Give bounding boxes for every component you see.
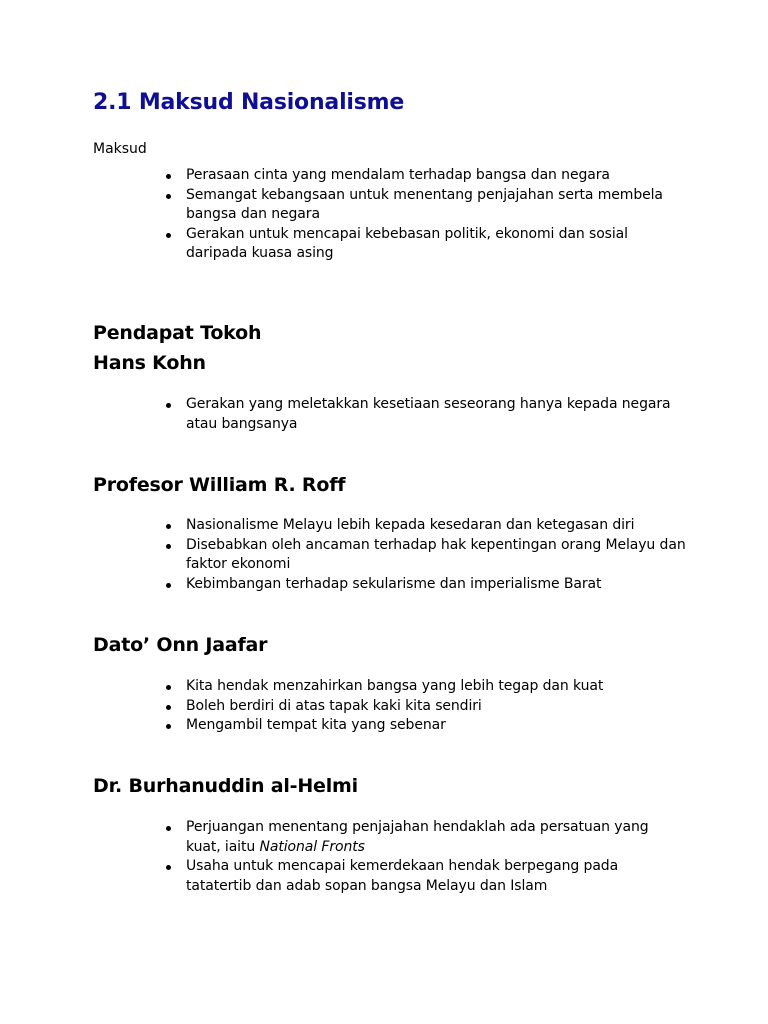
onn-jaafar-list [186, 677, 686, 736]
list-item: Usaha untuk mencapai kemerdekaan hendak berpegang pada tatatertib dan adab sopan bangsa Melayu dan Islam [186, 857, 686, 896]
list-item: Nasionalisme Melayu lebih kepada kesedaran dan ketegasan diri [186, 516, 686, 536]
pendapat-tokoh-heading: Pendapat Tokoh [93, 322, 262, 344]
list-item: Gerakan untuk mencapai kebebasan politik, ekonomi dan sosial daripada kuasa asing [186, 225, 686, 264]
list-item: Kebimbangan terhadap sekularisme dan imperialisme Barat [186, 575, 686, 595]
list-item-text: Perjuangan menentang penjajahan hendaklah ada persatuan yang kuat, iaitu [186, 819, 649, 855]
list-item: Semangat kebangsaan untuk menentang penjajahan serta membela bangsa dan negara [186, 186, 686, 225]
list-item: Boleh berdiri di atas tapak kaki kita sendiri [186, 697, 686, 717]
maksud-list [186, 166, 686, 264]
list-item: Gerakan yang meletakkan kesetiaan seseorang hanya kepada negara atau bangsanya [186, 395, 686, 434]
list-item: Disebabkan oleh ancaman terhadap hak kepentingan orang Melayu dan faktor ekonomi [186, 536, 686, 575]
list-item [186, 818, 686, 857]
section-title: 2.1 Maksud Nasionalisme [93, 90, 405, 115]
maksud-label: Maksud [93, 141, 147, 157]
list-item: Mengambil tempat kita yang sebenar [186, 716, 686, 736]
hans-kohn-heading: Hans Kohn [93, 352, 206, 374]
list-item: Kita hendak menzahirkan bangsa yang lebih tegap dan kuat [186, 677, 686, 697]
list-item: Perasaan cinta yang mendalam terhadap bangsa dan negara [186, 166, 686, 186]
roff-list [186, 516, 686, 594]
national-fronts-term: National Fronts [259, 838, 365, 855]
burhanuddin-list [186, 818, 686, 896]
roff-heading: Profesor William R. Roff [93, 474, 346, 496]
hans-kohn-list [186, 395, 686, 434]
burhanuddin-heading: Dr. Burhanuddin al-Helmi [93, 775, 358, 797]
onn-jaafar-heading: Dato’ Onn Jaafar [93, 634, 268, 656]
